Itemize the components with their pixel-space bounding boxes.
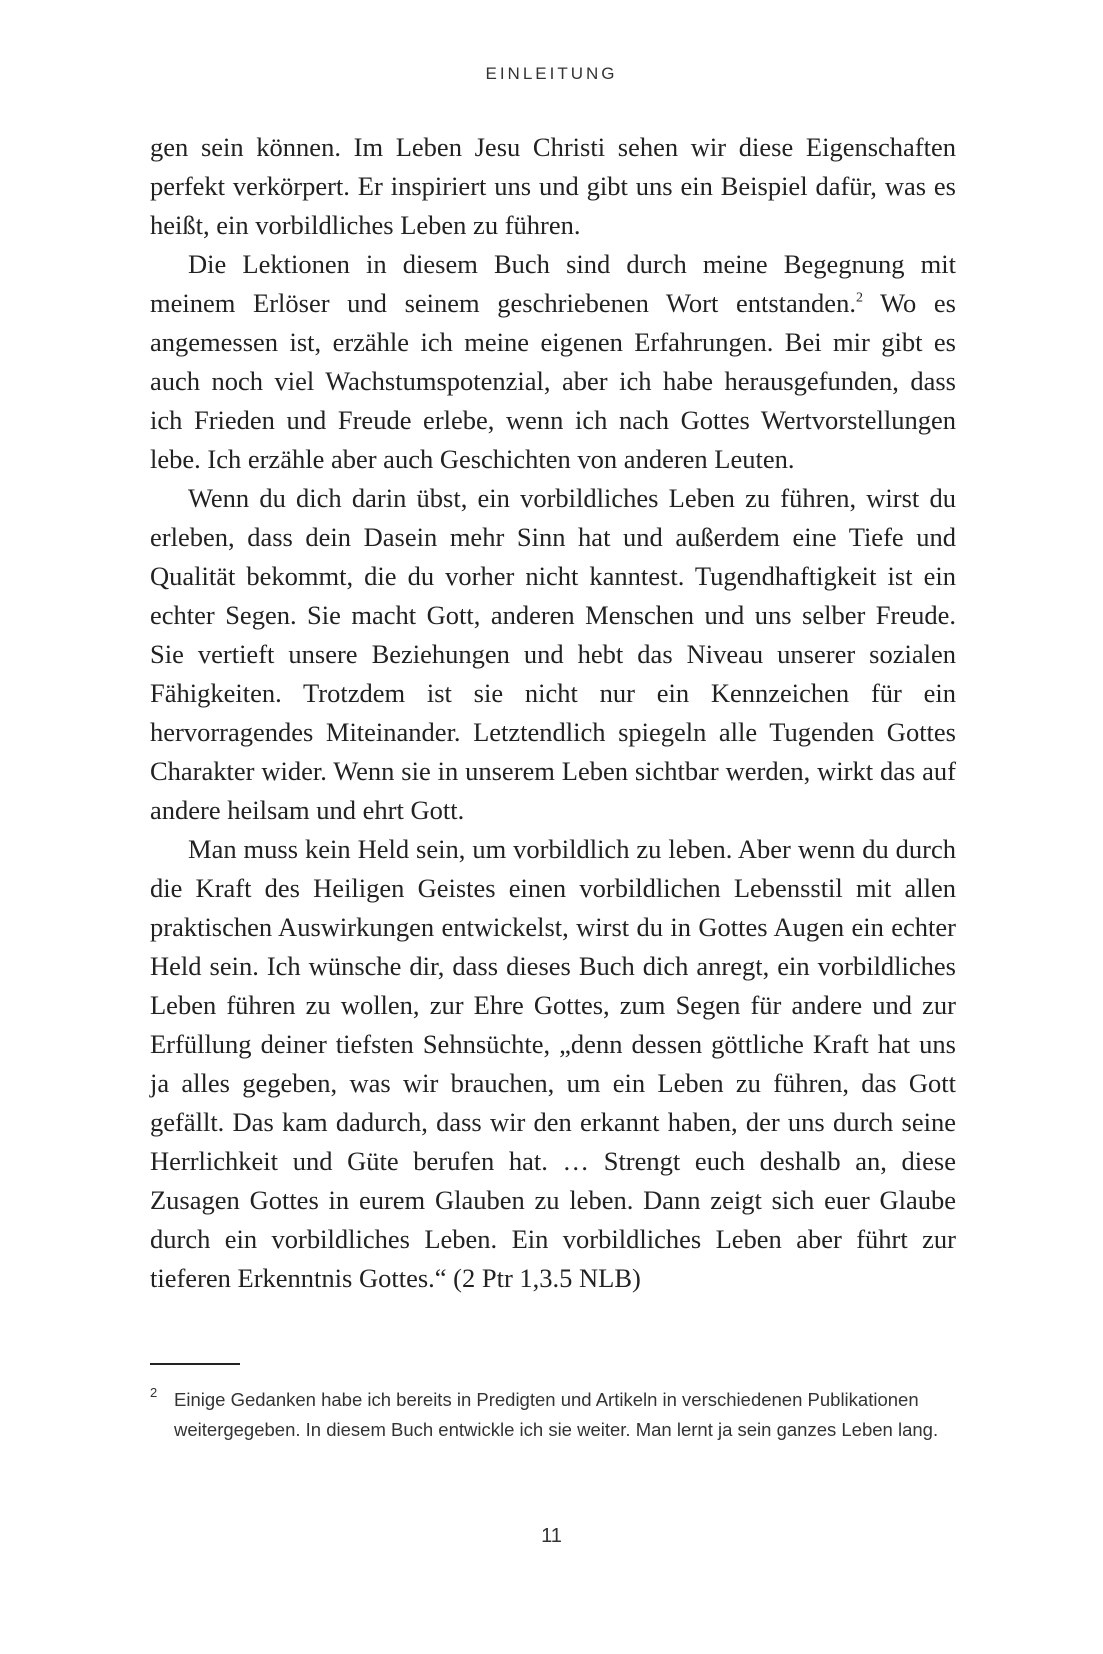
- paragraph-text: Die Lektionen in diesem Buch sind durch meine Begegnung mit meinem Erlöser und seinem geschriebenen Wort entstanden.: [150, 249, 956, 318]
- paragraph: gen sein können. Im Leben Jesu Christi sehen wir diese Eigenschaften perfekt verkörpert. Er inspiriert uns und gibt uns ein Beispiel dafür, was es heißt, ein vorbildliches Leben zu führen.: [150, 132, 956, 240]
- paragraph: Wenn du dich darin übst, ein vorbildliches Leben zu führen, wirst du erleben, dass dein Dasein mehr Sinn hat und außerdem eine Tiefe und Qualität bekommt, die du vorher nicht kanntest. Tugendhaftigkeit ist ein echter Segen. Sie macht Gott, anderen Menschen und uns selber Freude. Sie vertieft unsere Beziehungen und hebt das Niveau unserer sozialen Fähigkeiten. Trotzdem ist sie nicht nur ein Kennzeichen für ein hervorragendes Miteinander. Letztendlich spiegeln alle Tugenden Gottes Charakter wider. Wenn sie in unserem Leben sichtbar werden, wirkt das auf andere heilsam und ehrt Gott.: [150, 483, 956, 825]
- running-head: EINLEITUNG: [485, 64, 618, 83]
- paragraph: Man muss kein Held sein, um vorbildlich zu leben. Aber wenn du durch die Kraft des Heiligen Geistes einen vorbildlichen Lebensstil mit allen praktischen Auswirkungen entwickelst, wirst du in Gottes Augen ein echter Held sein. Ich wünsche dir, dass dieses Buch dich anregt, ein vorbildliches Leben führen zu wollen, zur Ehre Gottes, zum Segen für andere und zur Erfüllung deiner tiefsten Sehnsüchte, „denn dessen göttliche Kraft hat uns ja alles gegeben, was wir brauchen, um ein Leben zu führen, das Gott gefällt. Das kam dadurch, dass wir den erkannt haben, der uns durch seine Herrlichkeit und Güte berufen hat. … Strengt euch deshalb an, diese Zusagen Gottes in eurem Glauben zu leben. Dann zeigt sich euer Glaube durch ein vorbildliches Leben. Ein vorbildliches Leben aber führt zur tieferen Erkenntnis Gottes.“ (2 Ptr 1,3.5 NLB): [150, 834, 956, 1293]
- paragraph-text-continued: Wo es angemessen ist, erzähle ich meine eigenen Erfahrungen. Bei mir gibt es auch noch viel Wachstumspotenzial, aber ich habe herausgefunden, dass ich Frieden und Freude erlebe, wenn ich nach Gottes Wertvorstellungen lebe. Ich erzähle aber auch Geschichten von anderen Leuten.: [150, 288, 956, 474]
- footnote: [150, 1385, 950, 1445]
- body-text: [150, 128, 956, 1298]
- footnote-reference[interactable]: 2: [855, 290, 863, 306]
- footnote-separator-rule: [150, 1363, 240, 1365]
- footnote-mark: 2: [150, 1385, 158, 1400]
- paragraph: [150, 245, 956, 479]
- page-number: 11: [541, 1525, 562, 1547]
- footnote-text: Einige Gedanken habe ich bereits in Predigten und Artikeln in verschiedenen Publikationen weitergegeben. In diesem Buch entwickle ich sie weiter. Man lernt ja sein ganzes Leben lang.: [174, 1389, 939, 1440]
